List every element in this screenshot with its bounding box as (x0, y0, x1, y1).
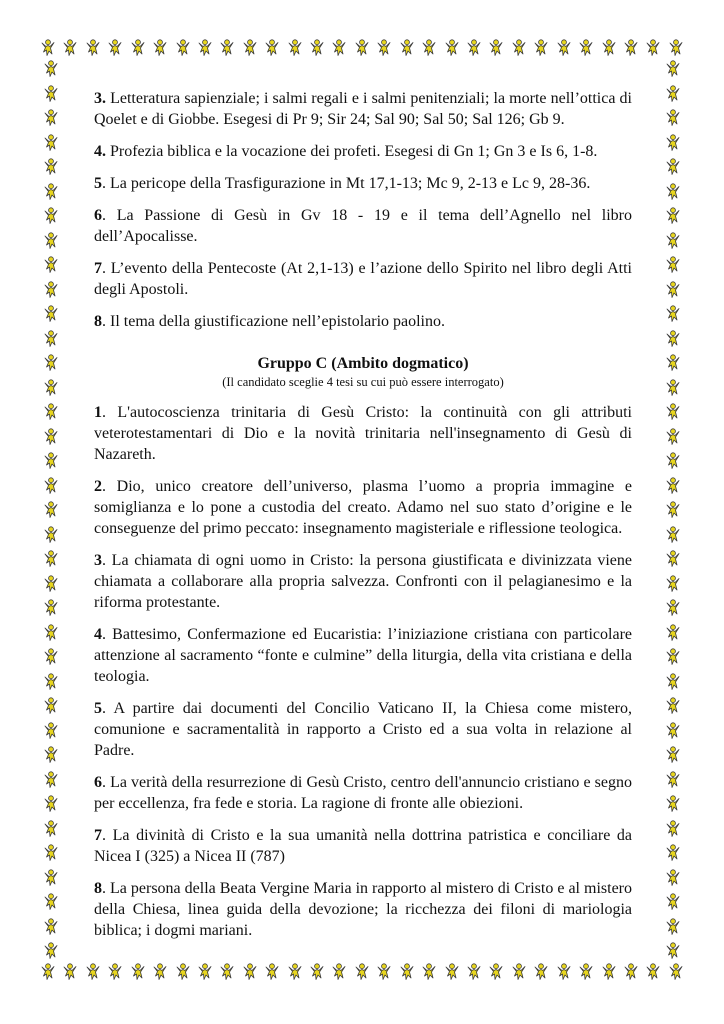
yellow-dancer-figure-icon (43, 183, 59, 201)
decorative-border-bottom (40, 962, 684, 982)
yellow-dancer-figure-icon (43, 428, 59, 446)
yellow-dancer-figure-icon (665, 575, 681, 593)
list-item: 4. Profezia biblica e la vocazione dei profeti. Esegesi di Gn 1; Gn 3 e Is 6, 1-8. (94, 143, 598, 160)
list-item: 8. La persona della Beata Vergine Maria in rapporto al mistero di Cristo e al mistero della Chiesa, linea guida della devozione; la ricchezza dei filoni di mariologia biblica; i dogmi mariani. (94, 880, 632, 939)
section-subheading: (Il candidato sceglie 4 tesi su cui può essere interrogato) (222, 375, 504, 389)
yellow-dancer-figure-icon (43, 354, 59, 372)
yellow-dancer-figure-icon (43, 452, 59, 470)
yellow-dancer-figure-icon (665, 207, 681, 225)
list-item: 6. La Passione di Gesù in Gv 18 - 19 e il tema dell’Agnello nel libro dell’Apocalisse. (94, 207, 632, 245)
yellow-dancer-figure-icon (665, 256, 681, 274)
yellow-dancer-figure-icon (665, 109, 681, 127)
yellow-dancer-figure-icon (645, 963, 661, 981)
yellow-dancer-figure-icon (43, 305, 59, 323)
yellow-dancer-figure-icon (399, 39, 415, 57)
yellow-dancer-figure-icon (668, 39, 684, 57)
list-item: 7. La divinità di Cristo e la sua umanità nella dottrina patristica e conciliare da Nicea I (325) a Nicea II (787) (94, 827, 632, 865)
yellow-dancer-figure-icon (623, 39, 639, 57)
yellow-dancer-figure-icon (665, 452, 681, 470)
yellow-dancer-figure-icon (665, 134, 681, 152)
yellow-dancer-figure-icon (264, 963, 280, 981)
yellow-dancer-figure-icon (623, 963, 639, 981)
yellow-dancer-figure-icon (43, 403, 59, 421)
yellow-dancer-figure-icon (665, 624, 681, 642)
yellow-dancer-figure-icon (665, 869, 681, 887)
list-item: 6. La verità della resurrezione di Gesù Cristo, centro dell'annuncio cristiano e segno per eccellenza, fra fede e storia. La ragione di fronte alle obiezioni. (94, 774, 632, 812)
yellow-dancer-figure-icon (511, 39, 527, 57)
yellow-dancer-figure-icon (421, 963, 437, 981)
yellow-dancer-figure-icon (62, 39, 78, 57)
yellow-dancer-figure-icon (43, 795, 59, 813)
yellow-dancer-figure-icon (43, 207, 59, 225)
yellow-dancer-figure-icon (665, 305, 681, 323)
list-item: 7. L’evento della Pentecoste (At 2,1-13) e l’azione dello Spirito nel libro degli Atti degli Apostoli. (94, 260, 632, 298)
yellow-dancer-figure-icon (665, 281, 681, 299)
yellow-dancer-figure-icon (107, 963, 123, 981)
yellow-dancer-figure-icon (665, 844, 681, 862)
yellow-dancer-figure-icon (309, 963, 325, 981)
yellow-dancer-figure-icon (665, 820, 681, 838)
yellow-dancer-figure-icon (40, 963, 56, 981)
yellow-dancer-figure-icon (665, 697, 681, 715)
yellow-dancer-figure-icon (665, 599, 681, 617)
yellow-dancer-figure-icon (219, 39, 235, 57)
yellow-dancer-figure-icon (43, 624, 59, 642)
yellow-dancer-figure-icon (665, 648, 681, 666)
list-item: 5. La pericope della Trasfigurazione in Mt 17,1-13; Mc 9, 2-13 e Lc 9, 28-36. (94, 175, 591, 192)
yellow-dancer-figure-icon (197, 39, 213, 57)
yellow-dancer-figure-icon (85, 963, 101, 981)
yellow-dancer-figure-icon (43, 844, 59, 862)
yellow-dancer-figure-icon (43, 746, 59, 764)
section-heading-gruppo-c: Gruppo C (Ambito dogmatico) (257, 355, 469, 372)
yellow-dancer-figure-icon (665, 918, 681, 936)
yellow-dancer-figure-icon (665, 403, 681, 421)
yellow-dancer-figure-icon (43, 648, 59, 666)
yellow-dancer-figure-icon (43, 869, 59, 887)
yellow-dancer-figure-icon (466, 39, 482, 57)
list-item: 2. Dio, unico creatore dell’universo, plasma l’uomo a propria immagine e somiglianza e lo pone a custodia del creato. Adamo nel suo stato d’origine e le conseguenze del primo peccato: insegnamento magisteriale e riflessione teologica. (94, 478, 632, 537)
yellow-dancer-figure-icon (287, 39, 303, 57)
yellow-dancer-figure-icon (376, 963, 392, 981)
yellow-dancer-figure-icon (287, 963, 303, 981)
yellow-dancer-figure-icon (43, 673, 59, 691)
yellow-dancer-figure-icon (665, 183, 681, 201)
yellow-dancer-figure-icon (264, 39, 280, 57)
yellow-dancer-figure-icon (665, 428, 681, 446)
yellow-dancer-figure-icon (43, 60, 59, 78)
yellow-dancer-figure-icon (665, 550, 681, 568)
yellow-dancer-figure-icon (601, 963, 617, 981)
yellow-dancer-figure-icon (665, 501, 681, 519)
yellow-dancer-figure-icon (43, 550, 59, 568)
yellow-dancer-figure-icon (354, 39, 370, 57)
yellow-dancer-figure-icon (85, 39, 101, 57)
yellow-dancer-figure-icon (668, 963, 684, 981)
list-item: 1. L'autocoscienza trinitaria di Gesù Cristo: la continuità con gli attributi veterotestamentari di Dio e la novità trinitaria nell'insegnamento di Gesù di Nazareth. (94, 404, 632, 463)
list-item: 3. La chiamata di ogni uomo in Cristo: la persona giustificata e divinizzata viene chiamata a collaborare alla propria salvezza. Confronti con il pelagianesimo e la riforma protestante. (94, 552, 632, 611)
yellow-dancer-figure-icon (556, 963, 572, 981)
group-c-list (94, 402, 632, 941)
yellow-dancer-figure-icon (665, 330, 681, 348)
yellow-dancer-figure-icon (43, 501, 59, 519)
yellow-dancer-figure-icon (331, 963, 347, 981)
list-item: 5. A partire dai documenti del Concilio Vaticano II, la Chiesa come mistero, comunione e sacramentalità in rapporto a Cristo ed a sua volta in relazione al Padre. (94, 700, 632, 759)
list-item: 3. Letteratura sapienziale; i salmi regali e i salmi penitenziali; la morte nell’ottica di Qoelet e di Giobbe. Esegesi di Pr 9; Sir 24; Sal 90; Sal 50; Sal 126; Gb 9. (94, 90, 632, 128)
yellow-dancer-figure-icon (43, 256, 59, 274)
yellow-dancer-figure-icon (43, 942, 59, 960)
yellow-dancer-figure-icon (665, 85, 681, 103)
yellow-dancer-figure-icon (444, 963, 460, 981)
yellow-dancer-figure-icon (43, 477, 59, 495)
yellow-dancer-figure-icon (43, 281, 59, 299)
yellow-dancer-figure-icon (242, 963, 258, 981)
yellow-dancer-figure-icon (578, 39, 594, 57)
yellow-dancer-figure-icon (43, 85, 59, 103)
yellow-dancer-figure-icon (43, 697, 59, 715)
yellow-dancer-figure-icon (665, 354, 681, 372)
yellow-dancer-figure-icon (376, 39, 392, 57)
decorative-border-top (40, 38, 684, 58)
yellow-dancer-figure-icon (645, 39, 661, 57)
decorative-border-right (664, 60, 682, 960)
yellow-dancer-figure-icon (175, 963, 191, 981)
yellow-dancer-figure-icon (43, 918, 59, 936)
yellow-dancer-figure-icon (43, 820, 59, 838)
yellow-dancer-figure-icon (466, 963, 482, 981)
yellow-dancer-figure-icon (665, 722, 681, 740)
yellow-dancer-figure-icon (556, 39, 572, 57)
yellow-dancer-figure-icon (578, 963, 594, 981)
group-b-list (94, 88, 632, 332)
list-item: 4. Battesimo, Confermazione ed Eucaristia: l’iniziazione cristiana con particolare attenzione al sacramento “fonte e culmine” della liturgia, della vita cristiana e della teologia. (94, 626, 632, 685)
yellow-dancer-figure-icon (43, 526, 59, 544)
yellow-dancer-figure-icon (444, 39, 460, 57)
yellow-dancer-figure-icon (43, 109, 59, 127)
yellow-dancer-figure-icon (665, 746, 681, 764)
yellow-dancer-figure-icon (331, 39, 347, 57)
yellow-dancer-figure-icon (152, 39, 168, 57)
document-body (94, 88, 632, 952)
yellow-dancer-figure-icon (152, 963, 168, 981)
yellow-dancer-figure-icon (107, 39, 123, 57)
yellow-dancer-figure-icon (43, 893, 59, 911)
yellow-dancer-figure-icon (421, 39, 437, 57)
yellow-dancer-figure-icon (130, 963, 146, 981)
yellow-dancer-figure-icon (197, 963, 213, 981)
yellow-dancer-figure-icon (399, 963, 415, 981)
yellow-dancer-figure-icon (511, 963, 527, 981)
yellow-dancer-figure-icon (533, 39, 549, 57)
yellow-dancer-figure-icon (43, 134, 59, 152)
yellow-dancer-figure-icon (665, 379, 681, 397)
yellow-dancer-figure-icon (40, 39, 56, 57)
yellow-dancer-figure-icon (665, 942, 681, 960)
yellow-dancer-figure-icon (601, 39, 617, 57)
yellow-dancer-figure-icon (665, 158, 681, 176)
yellow-dancer-figure-icon (219, 963, 235, 981)
yellow-dancer-figure-icon (488, 963, 504, 981)
yellow-dancer-figure-icon (43, 232, 59, 250)
yellow-dancer-figure-icon (43, 330, 59, 348)
yellow-dancer-figure-icon (62, 963, 78, 981)
yellow-dancer-figure-icon (488, 39, 504, 57)
yellow-dancer-figure-icon (665, 893, 681, 911)
yellow-dancer-figure-icon (665, 771, 681, 789)
yellow-dancer-figure-icon (665, 673, 681, 691)
yellow-dancer-figure-icon (43, 379, 59, 397)
yellow-dancer-figure-icon (43, 575, 59, 593)
yellow-dancer-figure-icon (175, 39, 191, 57)
decorative-border-left (42, 60, 60, 960)
yellow-dancer-figure-icon (665, 232, 681, 250)
yellow-dancer-figure-icon (665, 795, 681, 813)
yellow-dancer-figure-icon (665, 477, 681, 495)
yellow-dancer-figure-icon (43, 599, 59, 617)
yellow-dancer-figure-icon (43, 722, 59, 740)
yellow-dancer-figure-icon (665, 60, 681, 78)
yellow-dancer-figure-icon (533, 963, 549, 981)
yellow-dancer-figure-icon (354, 963, 370, 981)
yellow-dancer-figure-icon (665, 526, 681, 544)
yellow-dancer-figure-icon (43, 771, 59, 789)
list-item: 8. Il tema della giustificazione nell’epistolario paolino. (94, 313, 445, 330)
yellow-dancer-figure-icon (242, 39, 258, 57)
yellow-dancer-figure-icon (309, 39, 325, 57)
yellow-dancer-figure-icon (43, 158, 59, 176)
yellow-dancer-figure-icon (130, 39, 146, 57)
